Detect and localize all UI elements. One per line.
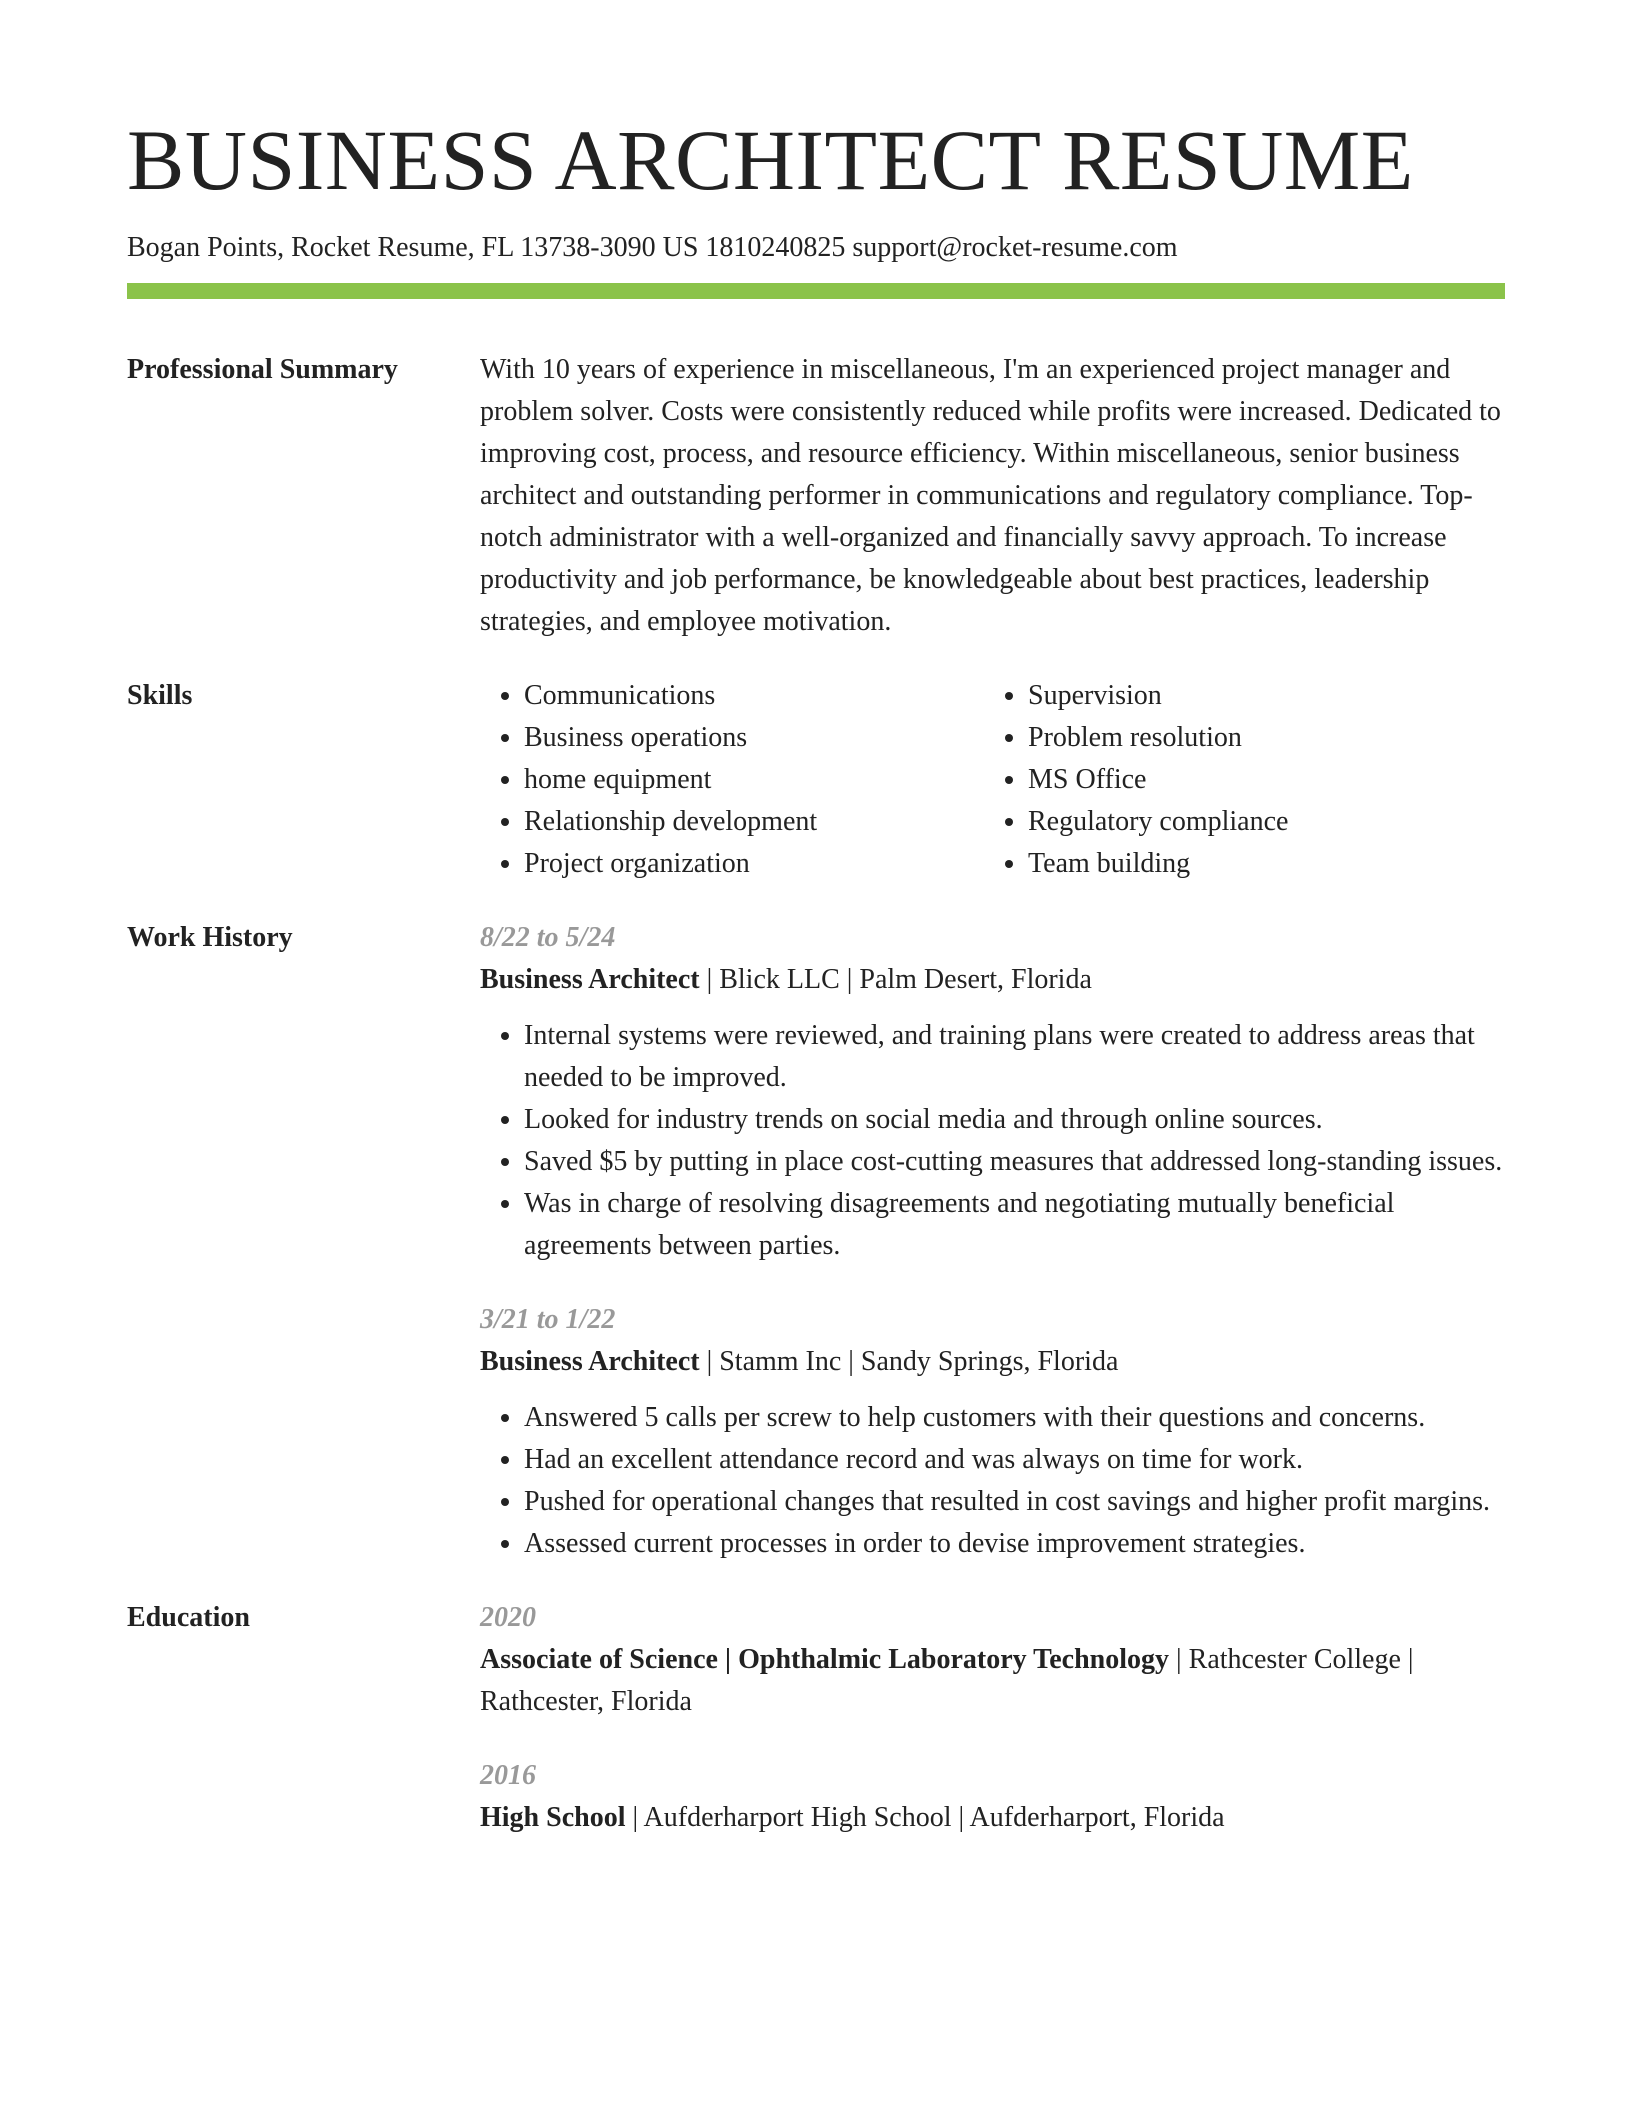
resume-title: BUSINESS ARCHITECT RESUME xyxy=(127,112,1414,208)
summary-section xyxy=(127,349,1505,643)
education-section xyxy=(127,1597,1505,1839)
summary-text: With 10 years of experience in miscellaneous, I'm an experienced project manager and problem solver. Costs were consistently reduced while profits were increased. Dedicated to improving cost, process, and resource efficiency. Within miscellaneous, senior business architect and outstanding performer in communications and regulatory compliance. Top-notch administrator with a well-organized and financially savvy approach. To increase productivity and job performance, be knowledgeable about best practices, leadership strategies, and employee motivation. xyxy=(480,354,1501,637)
education-details: | Rathcester College | Rathcester, Florida xyxy=(480,1644,1414,1717)
skills-column-1 xyxy=(480,675,984,885)
job-dates: 3/21 to 1/22 xyxy=(480,1304,616,1335)
job-title: Business Architect xyxy=(480,1346,700,1377)
job-dates: 8/22 to 5/24 xyxy=(480,922,616,953)
skill-item: • Relationship development xyxy=(524,801,984,843)
skill-item: • Team building xyxy=(1028,843,1528,885)
work-history-section xyxy=(127,917,1505,1565)
skill-item: • Regulatory compliance xyxy=(1028,801,1528,843)
skill-item: • Supervision xyxy=(1028,675,1528,717)
job-bullet: • Looked for industry trends on social media and through online sources. xyxy=(524,1099,1505,1141)
job-details: | Stamm Inc | Sandy Springs, Florida xyxy=(699,1346,1119,1377)
job-bullet: • Saved $5 by putting in place cost-cutting measures that addressed long-standing issues. xyxy=(524,1141,1505,1183)
skill-item: • Business operations xyxy=(524,717,984,759)
skill-item: • MS Office xyxy=(1028,759,1528,801)
skill-item: • Problem resolution xyxy=(1028,717,1528,759)
skills-heading: Skills xyxy=(127,680,193,711)
summary-heading: Professional Summary xyxy=(127,354,398,385)
job-title: Business Architect xyxy=(480,964,700,995)
skills-section xyxy=(127,675,1505,885)
education-degree: High School xyxy=(480,1802,626,1833)
skill-item: • Communications xyxy=(524,675,984,717)
resume-page xyxy=(127,110,1505,1839)
education-degree: Associate of Science | Ophthalmic Laboratory Technology xyxy=(480,1644,1170,1675)
skill-item: • Project organization xyxy=(524,843,984,885)
job-heading xyxy=(480,959,1505,1001)
job-bullets xyxy=(480,1015,1505,1267)
education-entry xyxy=(480,1597,1505,1723)
education-heading: Education xyxy=(127,1602,250,1633)
skill-item: • home equipment xyxy=(524,759,984,801)
job-heading xyxy=(480,1341,1505,1383)
education-year: 2016 xyxy=(480,1760,536,1791)
contact-line: Bogan Points, Rocket Resume, FL 13738-3090 US 1810240825 support@rocket-resume.com xyxy=(127,232,1178,263)
job-bullet: • Pushed for operational changes that resulted in cost savings and higher profit margins. xyxy=(524,1481,1505,1523)
job-bullet: • Internal systems were reviewed, and training plans were created to address areas that needed to be improved. xyxy=(524,1015,1505,1099)
job-bullet: • Had an excellent attendance record and was always on time for work. xyxy=(524,1439,1505,1481)
education-entry xyxy=(480,1755,1505,1839)
education-heading-line xyxy=(480,1797,1505,1839)
job-bullet: • Was in charge of resolving disagreements and negotiating mutually beneficial agreements between parties. xyxy=(524,1183,1505,1267)
job-bullet: • Assessed current processes in order to devise improvement strategies. xyxy=(524,1523,1505,1565)
job-bullet: • Answered 5 calls per screw to help customers with their questions and concerns. xyxy=(524,1397,1505,1439)
job-details: | Blick LLC | Palm Desert, Florida xyxy=(699,964,1092,995)
accent-divider xyxy=(127,283,1505,299)
job-entry xyxy=(480,917,1505,1267)
education-details: | Aufderharport High School | Aufderharport, Florida xyxy=(625,1802,1225,1833)
education-year: 2020 xyxy=(480,1602,536,1633)
job-entry xyxy=(480,1299,1505,1565)
job-bullets xyxy=(480,1397,1505,1565)
work-history-heading: Work History xyxy=(127,922,293,953)
education-heading-line xyxy=(480,1639,1505,1723)
skills-column-2 xyxy=(984,675,1528,885)
